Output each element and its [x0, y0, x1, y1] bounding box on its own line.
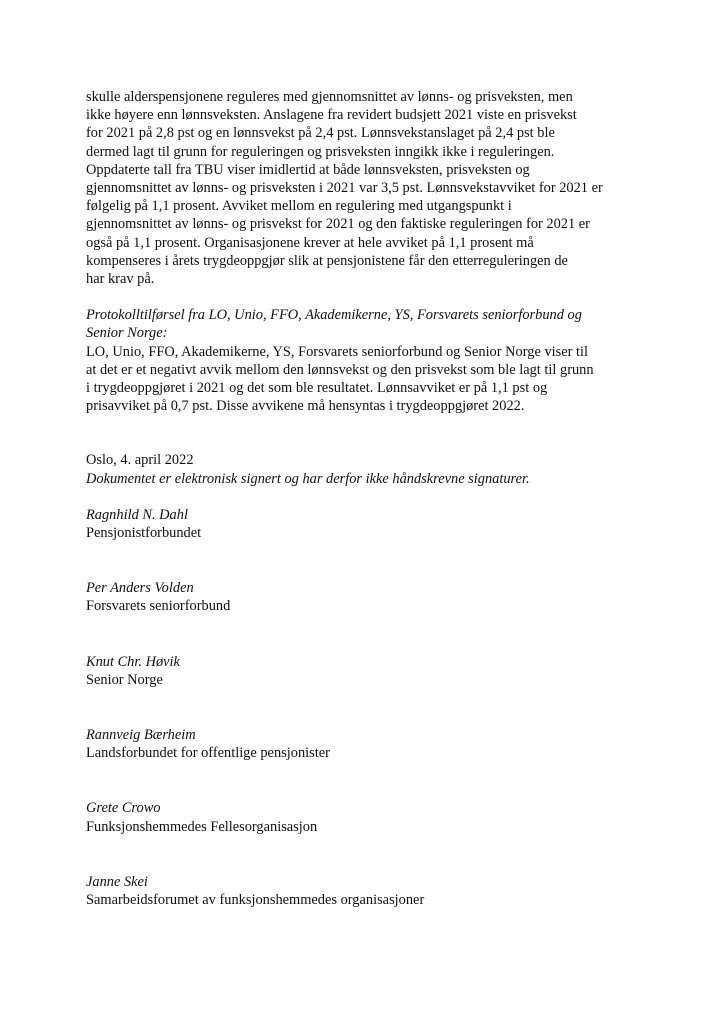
signatory [86, 726, 646, 762]
paragraph-line: ikke høyere enn lønnsveksten. Anslagene fra revidert budsjett 2021 viste en prisvekst [86, 107, 577, 124]
place-date: Oslo, 4. april 2022 [86, 452, 194, 469]
paragraph-line: dermed lagt til grunn for reguleringen og prisveksten inngikk ikke i reguleringen. [86, 143, 555, 160]
signatory [86, 653, 646, 689]
paragraph-line: skulle alderspensjonene reguleres med gjennomsnittet av lønns- og prisveksten, men [86, 89, 573, 105]
signatory-organization: Forsvarets seniorforbund [86, 598, 231, 615]
paragraph-line: også på 1,1 prosent. Organisasjonene krever at hele avviket på 1,1 prosent må [86, 234, 534, 251]
paragraph-line: Oppdaterte tall fra TBU viser imidlertid at både lønnsveksten, prisveksten og [86, 161, 530, 178]
signatory-name: Ragnhild N. Dahl [86, 506, 188, 523]
protocol-text-line: prisavviket på 0,7 pst. Disse avvikene må hensyntas i trygdeoppgjøret 2022. [86, 398, 525, 415]
protocol-heading: Protokolltilførsel fra LO, Unio, FFO, Akademikerne, YS, Forsvarets seniorforbund og [86, 307, 582, 324]
paragraph-line: har krav på. [86, 271, 155, 288]
paragraph-line: for 2021 på 2,8 pst og en lønnsvekst på 2,4 pst. Lønnsvekstanslaget på 2,4 pst ble [86, 125, 555, 142]
paragraph-line: kompenseres i årets trygdeoppgjør slik at pensjonistene får den etterreguleringen de [86, 252, 568, 269]
paragraph-line: følgelig på 1,1 prosent. Avviket mellom en regulering med utgangspunkt i [86, 198, 512, 215]
signatory-organization: Landsforbundet for offentlige pensjonister [86, 745, 330, 762]
signatory [86, 506, 646, 542]
signatory [86, 579, 646, 615]
protocol-section [86, 306, 646, 415]
signature-note: Dokumentet er elektronisk signert og har derfor ikke håndskrevne signaturer. [86, 470, 530, 487]
signatory-name: Knut Chr. Høvik [86, 653, 180, 670]
document-page [86, 88, 646, 909]
signatory [86, 873, 646, 909]
signatory-name: Janne Skei [86, 873, 148, 890]
protocol-text-line: LO, Unio, FFO, Akademikerne, YS, Forsvarets seniorforbund og Senior Norge viser til [86, 343, 589, 360]
signatory-organization: Funksjonshemmedes Fellesorganisasjon [86, 818, 318, 835]
signatory-organization: Senior Norge [86, 671, 163, 688]
body-paragraph [86, 88, 646, 288]
protocol-heading: Senior Norge: [86, 325, 168, 342]
protocol-text-line: i trygdeoppgjøret i 2021 og det som ble resultatet. Lønnsavviket er på 1,1 pst og [86, 380, 548, 397]
signatory-organization: Samarbeidsforumet av funksjonshemmedes organisasjoner [86, 892, 425, 909]
protocol-text-line: at det er et negativt avvik mellom den lønnsvekst og den prisvekst som ble lagt til grunn [86, 361, 594, 378]
closing-section [86, 451, 646, 487]
signatory-organization: Pensjonistforbundet [86, 525, 202, 542]
signatory-name: Per Anders Volden [86, 580, 194, 597]
signatory-name: Rannveig Bærheim [86, 727, 196, 744]
signatory [86, 799, 646, 835]
signatory-name: Grete Crowo [86, 800, 161, 817]
paragraph-line: gjennomsnittet av lønns- og prisveksten i 2021 var 3,5 pst. Lønnsvekstavviket for 2021 er [86, 180, 603, 197]
paragraph-line: gjennomsnittet av lønns- og prisvekst for 2021 og den faktiske reguleringen for 2021 er [86, 216, 590, 233]
signatories-list [86, 506, 646, 909]
